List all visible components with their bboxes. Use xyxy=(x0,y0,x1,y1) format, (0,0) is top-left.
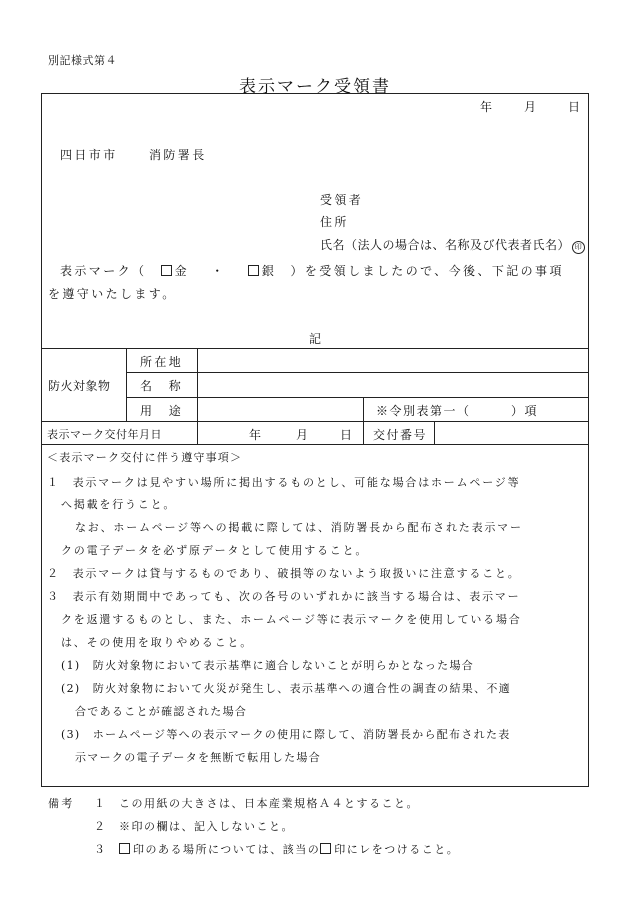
option-separator: ・ xyxy=(211,264,226,278)
rule-line: ３ 表示有効期間中であっても、次の各号のいずれかに該当する場合は、表示マー xyxy=(47,590,521,603)
note-item xyxy=(94,841,459,857)
location-label: 所在地 xyxy=(140,355,184,369)
statement-prefix: 表示マーク（ xyxy=(60,264,147,278)
note-item: １ この用紙の大きさは、日本産業規格Ａ４とすること。 xyxy=(94,797,419,810)
gold-checkbox-icon[interactable] xyxy=(161,265,172,276)
receiver-label: 受領者 xyxy=(320,193,364,207)
name-field[interactable] xyxy=(198,373,587,397)
rule-line: ２ 表示マークは貸与するものであり、破損等のないよう取扱いに注意すること。 xyxy=(47,567,521,580)
silver-label: 銀 xyxy=(261,264,277,278)
ki-label: 記 xyxy=(309,332,322,346)
issue-number-label: 交付番号 xyxy=(373,428,428,442)
rule-line: 示マークの電子データを無断で転用した場合 xyxy=(75,751,321,764)
statement-suffix: ）を受領しましたので、今後、下記の事項 xyxy=(290,264,564,278)
use-field[interactable] xyxy=(198,398,363,421)
rule-line: (3) ホームページ等への表示マークの使用に際して、消防署長から配布された表 xyxy=(61,728,511,741)
rule-line: 合であることが確認された場合 xyxy=(75,705,248,718)
note-number: ３ xyxy=(94,843,119,856)
silver-checkbox-icon[interactable] xyxy=(248,265,259,276)
issue-number-field[interactable] xyxy=(435,422,587,444)
rule-line: へ掲載を行うこと。 xyxy=(61,498,177,511)
classification-label: ※令別表第一（ ）項 xyxy=(376,404,539,418)
note-text: 印のある場所については、該当の xyxy=(133,843,321,856)
location-field[interactable] xyxy=(198,349,587,372)
rule-line: (2) 防火対象物において火災が発生し、表示基準への適合性の調査の結果、不適 xyxy=(61,682,511,695)
issue-month: 月 xyxy=(296,428,309,442)
statement-line-2: を遵守いたします。 xyxy=(48,287,177,301)
name-label: 名 称 xyxy=(140,379,184,393)
issue-day: 日 xyxy=(340,428,353,442)
checkbox-sample-icon xyxy=(119,843,130,854)
statement-line-1 xyxy=(60,262,564,279)
receiver-name xyxy=(320,236,585,254)
rule-line: は、その使用を取りやめること。 xyxy=(61,636,253,649)
date-year: 年 xyxy=(480,100,493,114)
rules-heading: ＜表示マーク交付に伴う遵守事項＞ xyxy=(47,451,243,464)
checkbox-sample-icon xyxy=(320,843,331,854)
date-day: 日 xyxy=(568,100,581,114)
gold-option[interactable] xyxy=(161,264,189,278)
rule-line: (1) 防火対象物において表示基準に適合しないことが明らかとなった場合 xyxy=(61,659,475,672)
note-text: 印にレをつけること。 xyxy=(334,843,460,856)
rule-line: なお、ホームページ等への掲載に際しては、消防署長から配布された表示マー xyxy=(75,521,523,534)
issue-year: 年 xyxy=(249,428,262,442)
seal-mark-icon: 印 xyxy=(572,241,585,254)
form-number: 別記様式第４ xyxy=(48,54,117,67)
rule-line: クの電子データを必ず原データとして使用すること。 xyxy=(61,544,369,557)
gold-label: 金 xyxy=(174,264,190,278)
date-month: 月 xyxy=(524,100,537,114)
use-label: 用 途 xyxy=(140,404,184,418)
page-title: 表示マーク受領書 xyxy=(239,77,391,97)
addressee-city: 四日市市 xyxy=(60,148,118,162)
receiver-address: 住所 xyxy=(320,215,349,229)
notes-label: 備考 xyxy=(48,797,75,810)
rule-line: １ 表示マークは見やすい場所に掲出するものとし、可能な場合はホームページ等 xyxy=(47,476,521,489)
note-item: ２ ※印の欄は、記入しないこと。 xyxy=(94,820,294,833)
receiver-name-label: 氏名（法人の場合は、名称及び代表者氏名） xyxy=(320,238,571,252)
rule-line: クを返還するものとし、また、ホームページ等に表示マークを使用している場合 xyxy=(61,613,522,626)
addressee-chief: 消防署長 xyxy=(149,148,207,162)
silver-option[interactable] xyxy=(248,264,276,278)
issue-date-label: 表示マーク交付年月日 xyxy=(47,428,162,441)
object-label: 防火対象物 xyxy=(48,379,111,393)
